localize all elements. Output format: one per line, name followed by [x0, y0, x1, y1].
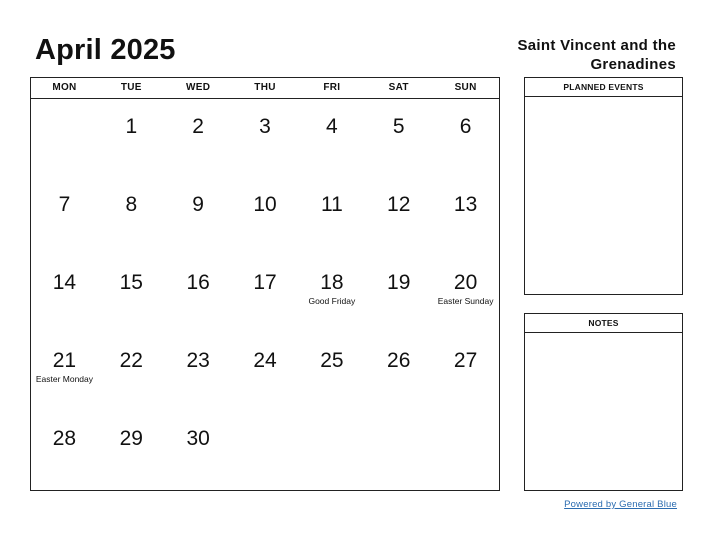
- day-number: 12: [387, 193, 411, 216]
- day-cell: [232, 411, 299, 489]
- day-cell: [232, 99, 299, 177]
- day-number: 7: [58, 193, 71, 216]
- day-number: 23: [186, 349, 210, 372]
- planned-events-heading: PLANNED EVENTS: [525, 78, 682, 97]
- day-cell: [31, 255, 98, 333]
- day-number: 9: [192, 193, 204, 216]
- day-number: 15: [119, 271, 143, 294]
- day-cell: [232, 177, 299, 255]
- weekday-tue: TUE: [120, 82, 142, 93]
- day-cell: [432, 99, 499, 177]
- day-cell: [165, 411, 232, 489]
- day-number: 6: [459, 115, 472, 138]
- day-cell: [432, 411, 499, 489]
- day-number: 16: [186, 271, 210, 294]
- day-cell: [98, 255, 165, 333]
- calendar-grid: [30, 77, 500, 491]
- day-number: 10: [253, 193, 277, 216]
- day-cell: [98, 411, 165, 489]
- day-number: 29: [119, 427, 143, 450]
- day-number: 17: [253, 271, 277, 294]
- day-number: 30: [186, 427, 210, 450]
- day-cell: [31, 333, 98, 411]
- day-cell: [432, 177, 499, 255]
- day-cell: [298, 177, 365, 255]
- day-number: 19: [387, 271, 411, 294]
- week-row: [31, 255, 499, 333]
- day-cell: [298, 99, 365, 177]
- calendar-weeks: [31, 99, 499, 489]
- country-name: Saint Vincent and the Grenadines: [517, 37, 676, 73]
- day-number: 5: [392, 115, 405, 138]
- week-row: [31, 99, 499, 177]
- holiday-label: Easter Sunday: [437, 296, 494, 306]
- week-row: [31, 177, 499, 255]
- day-cell: [165, 99, 232, 177]
- calendar-title: April 2025: [35, 34, 176, 66]
- day-cell: [298, 255, 365, 333]
- day-cell: [31, 99, 98, 177]
- day-cell: [365, 333, 432, 411]
- day-number: 24: [253, 349, 277, 372]
- week-row: [31, 411, 499, 489]
- day-number: 25: [320, 349, 344, 372]
- powered-by-link[interactable]: Powered by General Blue: [564, 499, 677, 510]
- day-number: 27: [453, 349, 478, 372]
- day-cell: [432, 255, 499, 333]
- day-cell: [98, 99, 165, 177]
- weekday-thu: THU: [254, 82, 276, 93]
- day-cell: [31, 177, 98, 255]
- day-cell: [365, 177, 432, 255]
- day-cell: [98, 177, 165, 255]
- day-cell: [165, 255, 232, 333]
- weekday-fri: FRI: [323, 82, 341, 93]
- day-number: 22: [119, 349, 143, 372]
- day-number: 11: [320, 193, 343, 216]
- day-number: 8: [125, 193, 138, 216]
- day-cell: [31, 411, 98, 489]
- day-cell: [432, 333, 499, 411]
- weekday-sat: SAT: [388, 82, 409, 93]
- day-number: 2: [192, 115, 204, 138]
- day-cell: [232, 333, 299, 411]
- holiday-label: Good Friday: [308, 296, 356, 306]
- day-cell: [365, 411, 432, 489]
- day-number: 4: [326, 115, 338, 138]
- day-number: 3: [259, 115, 271, 138]
- day-number: 1: [125, 115, 138, 138]
- day-number: 26: [387, 349, 411, 372]
- week-row: [31, 333, 499, 411]
- day-cell: [165, 177, 232, 255]
- weekday-header: [31, 78, 499, 99]
- day-cell: [165, 333, 232, 411]
- holiday-label: Easter Monday: [35, 374, 94, 384]
- day-cell: [365, 99, 432, 177]
- day-number: 18: [320, 271, 344, 294]
- day-cell: [365, 255, 432, 333]
- weekday-mon: MON: [52, 82, 77, 93]
- weekday-wed: WED: [186, 82, 211, 93]
- day-number: 21: [52, 349, 77, 372]
- day-number: 28: [52, 427, 77, 450]
- day-number: 20: [453, 271, 478, 294]
- day-cell: [98, 333, 165, 411]
- notes-panel: [524, 313, 683, 491]
- planned-events-panel: [524, 77, 683, 295]
- day-number: 13: [453, 193, 478, 216]
- weekday-sun: SUN: [454, 82, 477, 93]
- day-cell: [298, 333, 365, 411]
- notes-heading: NOTES: [525, 314, 682, 333]
- day-cell: [298, 411, 365, 489]
- day-cell: [232, 255, 299, 333]
- day-number: 14: [52, 271, 77, 294]
